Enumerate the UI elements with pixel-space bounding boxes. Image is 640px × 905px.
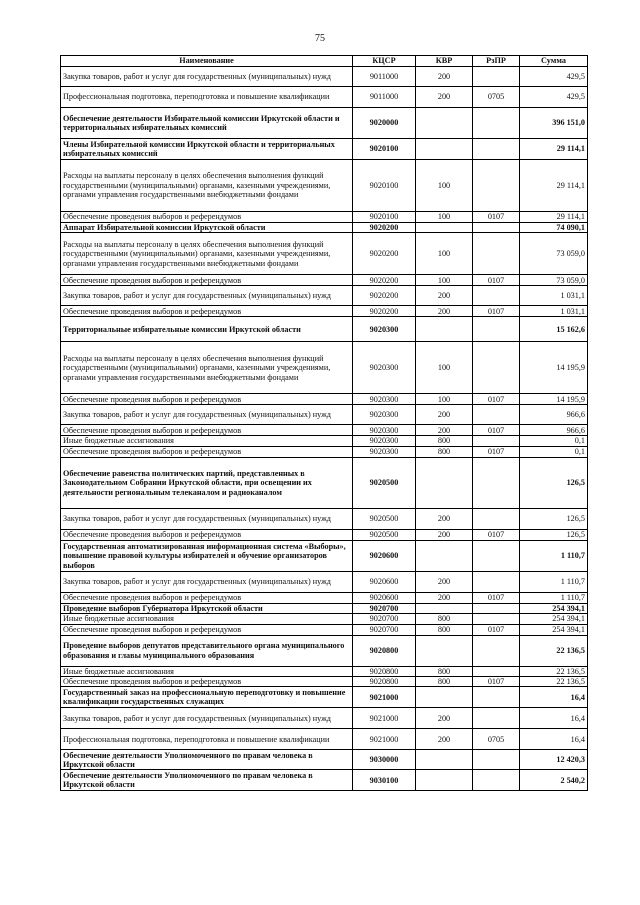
- name-cell: Обеспечение проведения выборов и референдумов: [61, 212, 353, 223]
- name-cell: Расходы на выплаты персоналу в целях обеспечения выполнения функций государственными (муниципальными) органами, казенными учреждениями, органами управления государственными внебюджетными фондами: [61, 233, 353, 275]
- kcsr-cell: 9020800: [353, 666, 416, 676]
- kcsr-cell: 9020800: [353, 635, 416, 666]
- rzpr-cell: [473, 603, 520, 613]
- sum-cell: 29 114,1: [520, 139, 588, 160]
- sum-cell: 74 090,1: [520, 223, 588, 233]
- table-row: [61, 317, 588, 342]
- sum-cell: 1 031,1: [520, 286, 588, 306]
- sum-cell: 16,4: [520, 708, 588, 729]
- rzpr-cell: [473, 223, 520, 233]
- name-cell: Закупка товаров, работ и услуг для государственных (муниципальных) нужд: [61, 571, 353, 592]
- table-row: [61, 394, 588, 405]
- table-row: [61, 286, 588, 306]
- column-header-kcsr: КЦСР: [353, 56, 416, 67]
- kvr-cell: 200: [416, 425, 473, 436]
- name-cell: Проведение выборов Губернатора Иркутской области: [61, 603, 353, 613]
- rzpr-cell: 0107: [473, 624, 520, 635]
- name-cell: Обеспечение проведения выборов и референдумов: [61, 275, 353, 286]
- kcsr-cell: 9020200: [353, 275, 416, 286]
- rzpr-cell: [473, 750, 520, 770]
- sum-cell: 126,5: [520, 457, 588, 508]
- table-row: [61, 342, 588, 394]
- name-cell: Аппарат Избирательной комиссии Иркутской области: [61, 223, 353, 233]
- kvr-cell: 200: [416, 67, 473, 87]
- kvr-cell: 800: [416, 614, 473, 624]
- kvr-cell: 200: [416, 405, 473, 425]
- rzpr-cell: [473, 67, 520, 87]
- kvr-cell: 100: [416, 394, 473, 405]
- kcsr-cell: 9020500: [353, 529, 416, 540]
- rzpr-cell: [473, 614, 520, 624]
- name-cell: Члены Избирательной комиссии Иркутской области и территориальных избирательных комиссий: [61, 139, 353, 160]
- rzpr-cell: 0705: [473, 729, 520, 750]
- table-row: [61, 233, 588, 275]
- rzpr-cell: 0107: [473, 446, 520, 457]
- name-cell: Профессиональная подготовка, переподготовка и повышение квалификации: [61, 87, 353, 108]
- table-row: [61, 306, 588, 317]
- column-header-kvr: КВР: [416, 56, 473, 67]
- kcsr-cell: 9020800: [353, 677, 416, 687]
- kcsr-cell: 9020600: [353, 571, 416, 592]
- kvr-cell: [416, 139, 473, 160]
- sum-cell: 22 136,5: [520, 666, 588, 676]
- table-row: [61, 666, 588, 676]
- kvr-cell: 100: [416, 342, 473, 394]
- kvr-cell: [416, 540, 473, 571]
- rzpr-cell: 0107: [473, 529, 520, 540]
- kcsr-cell: 9020000: [353, 108, 416, 139]
- sum-cell: 126,5: [520, 529, 588, 540]
- sum-cell: 14 195,9: [520, 342, 588, 394]
- table-row: [61, 425, 588, 436]
- sum-cell: 73 059,0: [520, 233, 588, 275]
- rzpr-cell: [473, 233, 520, 275]
- rzpr-cell: [473, 286, 520, 306]
- name-cell: Закупка товаров, работ и услуг для государственных (муниципальных) нужд: [61, 286, 353, 306]
- kvr-cell: [416, 770, 473, 791]
- sum-cell: 1 031,1: [520, 306, 588, 317]
- rzpr-cell: [473, 687, 520, 708]
- kcsr-cell: 9020300: [353, 446, 416, 457]
- sum-cell: 1 110,7: [520, 540, 588, 571]
- table-row: [61, 571, 588, 592]
- table-row: [61, 405, 588, 425]
- rzpr-cell: [473, 666, 520, 676]
- rzpr-cell: [473, 708, 520, 729]
- kcsr-cell: 9020700: [353, 624, 416, 635]
- kcsr-cell: 9020100: [353, 139, 416, 160]
- kcsr-cell: 9011000: [353, 87, 416, 108]
- table-row: [61, 223, 588, 233]
- kvr-cell: 800: [416, 624, 473, 635]
- kvr-cell: 800: [416, 677, 473, 687]
- rzpr-cell: [473, 635, 520, 666]
- table-row: [61, 457, 588, 508]
- budget-table: [60, 55, 588, 791]
- kvr-cell: [416, 108, 473, 139]
- kcsr-cell: 9030000: [353, 750, 416, 770]
- rzpr-cell: 0107: [473, 677, 520, 687]
- rzpr-cell: [473, 342, 520, 394]
- kvr-cell: 200: [416, 729, 473, 750]
- kcsr-cell: 9020300: [353, 436, 416, 446]
- name-cell: Обеспечение проведения выборов и референдумов: [61, 624, 353, 635]
- kcsr-cell: 9020700: [353, 603, 416, 613]
- kvr-cell: [416, 750, 473, 770]
- table-row: [61, 529, 588, 540]
- kvr-cell: [416, 687, 473, 708]
- rzpr-cell: [473, 540, 520, 571]
- kcsr-cell: 9020200: [353, 306, 416, 317]
- sum-cell: 1 110,7: [520, 592, 588, 603]
- table-row: [61, 708, 588, 729]
- table-row: [61, 750, 588, 770]
- name-cell: Обеспечение проведения выборов и референдумов: [61, 425, 353, 436]
- table-row: [61, 446, 588, 457]
- rzpr-cell: 0107: [473, 425, 520, 436]
- name-cell: Расходы на выплаты персоналу в целях обеспечения выполнения функций государственными (муниципальными) органами, казенными учреждениями, органами управления государственными внебюджетными фондами: [61, 160, 353, 212]
- table-row: [61, 108, 588, 139]
- name-cell: Обеспечение проведения выборов и референдумов: [61, 306, 353, 317]
- kvr-cell: 200: [416, 306, 473, 317]
- kvr-cell: [416, 603, 473, 613]
- table-row: [61, 635, 588, 666]
- kcsr-cell: 9020200: [353, 233, 416, 275]
- rzpr-cell: [473, 457, 520, 508]
- kvr-cell: 200: [416, 529, 473, 540]
- sum-cell: 126,5: [520, 508, 588, 529]
- sum-cell: 16,4: [520, 729, 588, 750]
- sum-cell: 12 420,3: [520, 750, 588, 770]
- name-cell: Обеспечение деятельности Избирательной комиссии Иркутской области и территориальных избирательных комиссий: [61, 108, 353, 139]
- table-row: [61, 508, 588, 529]
- name-cell: Иные бюджетные ассигнования: [61, 614, 353, 624]
- table-row: [61, 729, 588, 750]
- sum-cell: 29 114,1: [520, 212, 588, 223]
- table-row: [61, 540, 588, 571]
- kvr-cell: [416, 223, 473, 233]
- sum-cell: 29 114,1: [520, 160, 588, 212]
- kcsr-cell: 9020300: [353, 394, 416, 405]
- kvr-cell: 200: [416, 508, 473, 529]
- table-row: [61, 624, 588, 635]
- sum-cell: 0,1: [520, 446, 588, 457]
- kvr-cell: 200: [416, 571, 473, 592]
- kcsr-cell: 9020600: [353, 592, 416, 603]
- name-cell: Обеспечение проведения выборов и референдумов: [61, 677, 353, 687]
- page-number: 75: [315, 33, 325, 44]
- name-cell: Закупка товаров, работ и услуг для государственных (муниципальных) нужд: [61, 67, 353, 87]
- rzpr-cell: 0705: [473, 87, 520, 108]
- kvr-cell: 100: [416, 275, 473, 286]
- kvr-cell: [416, 635, 473, 666]
- name-cell: Обеспечение деятельности Уполномоченного по правам человека в Иркутской области: [61, 770, 353, 791]
- sum-cell: 1 110,7: [520, 571, 588, 592]
- kcsr-cell: 9020200: [353, 286, 416, 306]
- name-cell: Обеспечение проведения выборов и референдумов: [61, 446, 353, 457]
- name-cell: Расходы на выплаты персоналу в целях обеспечения выполнения функций государственными (муниципальными) органами, казенными учреждениями, органами управления государственными внебюджетными фондами: [61, 342, 353, 394]
- name-cell: Обеспечение равенства политических партий, представленных в Законодательном Собрании Иркутской области, при освещении их деятельности региональным телеканалом и радиоканалом: [61, 457, 353, 508]
- table-row: [61, 275, 588, 286]
- table-header-row: [61, 56, 588, 67]
- name-cell: Государственная автоматизированная информационная система «Выборы», повышение правовой культуры избирателей и обучение организаторов выборов: [61, 540, 353, 571]
- kcsr-cell: 9020300: [353, 342, 416, 394]
- table-row: [61, 614, 588, 624]
- kcsr-cell: 9020200: [353, 223, 416, 233]
- sum-cell: 16,4: [520, 687, 588, 708]
- name-cell: Профессиональная подготовка, переподготовка и повышение квалификации: [61, 729, 353, 750]
- table-row: [61, 212, 588, 223]
- sum-cell: 22 136,5: [520, 677, 588, 687]
- table-row: [61, 139, 588, 160]
- sum-cell: 396 151,0: [520, 108, 588, 139]
- kcsr-cell: 9021000: [353, 687, 416, 708]
- kcsr-cell: 9020300: [353, 425, 416, 436]
- column-header-rzpr: РзПР: [473, 56, 520, 67]
- kvr-cell: [416, 457, 473, 508]
- sum-cell: 73 059,0: [520, 275, 588, 286]
- kcsr-cell: 9020300: [353, 405, 416, 425]
- rzpr-cell: [473, 571, 520, 592]
- rzpr-cell: [473, 436, 520, 446]
- kcsr-cell: 9020700: [353, 614, 416, 624]
- sum-cell: 254 394,1: [520, 624, 588, 635]
- rzpr-cell: [473, 160, 520, 212]
- name-cell: Иные бюджетные ассигнования: [61, 666, 353, 676]
- sum-cell: 15 162,6: [520, 317, 588, 342]
- sum-cell: 966,6: [520, 425, 588, 436]
- name-cell: Обеспечение проведения выборов и референдумов: [61, 394, 353, 405]
- kvr-cell: 800: [416, 666, 473, 676]
- rzpr-cell: [473, 508, 520, 529]
- rzpr-cell: [473, 139, 520, 160]
- sum-cell: 0,1: [520, 436, 588, 446]
- kvr-cell: 200: [416, 592, 473, 603]
- kvr-cell: 800: [416, 436, 473, 446]
- kcsr-cell: 9020600: [353, 540, 416, 571]
- sum-cell: 22 136,5: [520, 635, 588, 666]
- rzpr-cell: [473, 405, 520, 425]
- rzpr-cell: 0107: [473, 394, 520, 405]
- table-row: [61, 67, 588, 87]
- rzpr-cell: 0107: [473, 212, 520, 223]
- column-header-name: Наименование: [61, 56, 353, 67]
- sum-cell: 14 195,9: [520, 394, 588, 405]
- sum-cell: 2 540,2: [520, 770, 588, 791]
- rzpr-cell: 0107: [473, 592, 520, 603]
- kcsr-cell: 9020100: [353, 212, 416, 223]
- table-row: [61, 160, 588, 212]
- table-row: [61, 687, 588, 708]
- column-header-sum: Сумма: [520, 56, 588, 67]
- rzpr-cell: 0107: [473, 306, 520, 317]
- name-cell: Закупка товаров, работ и услуг для государственных (муниципальных) нужд: [61, 508, 353, 529]
- table-row: [61, 603, 588, 613]
- rzpr-cell: [473, 317, 520, 342]
- kvr-cell: 200: [416, 87, 473, 108]
- kcsr-cell: 9020500: [353, 508, 416, 529]
- table-row: [61, 770, 588, 791]
- sum-cell: 254 394,1: [520, 603, 588, 613]
- kvr-cell: [416, 317, 473, 342]
- name-cell: Проведение выборов депутатов представительного органа муниципального образования и главы муниципального образования: [61, 635, 353, 666]
- kvr-cell: 100: [416, 160, 473, 212]
- kcsr-cell: 9021000: [353, 708, 416, 729]
- name-cell: Территориальные избирательные комиссии Иркутской области: [61, 317, 353, 342]
- sum-cell: 429,5: [520, 67, 588, 87]
- kvr-cell: 200: [416, 286, 473, 306]
- table-row: [61, 677, 588, 687]
- name-cell: Обеспечение проведения выборов и референдумов: [61, 529, 353, 540]
- table-row: [61, 87, 588, 108]
- table-row: [61, 592, 588, 603]
- kvr-cell: 100: [416, 233, 473, 275]
- rzpr-cell: 0107: [473, 275, 520, 286]
- kcsr-cell: 9021000: [353, 729, 416, 750]
- name-cell: Иные бюджетные ассигнования: [61, 436, 353, 446]
- rzpr-cell: [473, 770, 520, 791]
- name-cell: Закупка товаров, работ и услуг для государственных (муниципальных) нужд: [61, 708, 353, 729]
- kcsr-cell: 9020300: [353, 317, 416, 342]
- name-cell: Государственный заказ на профессиональную переподготовку и повышение квалификации государственных служащих: [61, 687, 353, 708]
- kvr-cell: 200: [416, 708, 473, 729]
- kvr-cell: 800: [416, 446, 473, 457]
- name-cell: Закупка товаров, работ и услуг для государственных (муниципальных) нужд: [61, 405, 353, 425]
- kcsr-cell: 9020500: [353, 457, 416, 508]
- name-cell: Обеспечение деятельности Уполномоченного по правам человека в Иркутской области: [61, 750, 353, 770]
- kcsr-cell: 9011000: [353, 67, 416, 87]
- sum-cell: 429,5: [520, 87, 588, 108]
- name-cell: Обеспечение проведения выборов и референдумов: [61, 592, 353, 603]
- sum-cell: 254 394,1: [520, 614, 588, 624]
- sum-cell: 966,6: [520, 405, 588, 425]
- rzpr-cell: [473, 108, 520, 139]
- table-row: [61, 436, 588, 446]
- kcsr-cell: 9030100: [353, 770, 416, 791]
- kcsr-cell: 9020100: [353, 160, 416, 212]
- kvr-cell: 100: [416, 212, 473, 223]
